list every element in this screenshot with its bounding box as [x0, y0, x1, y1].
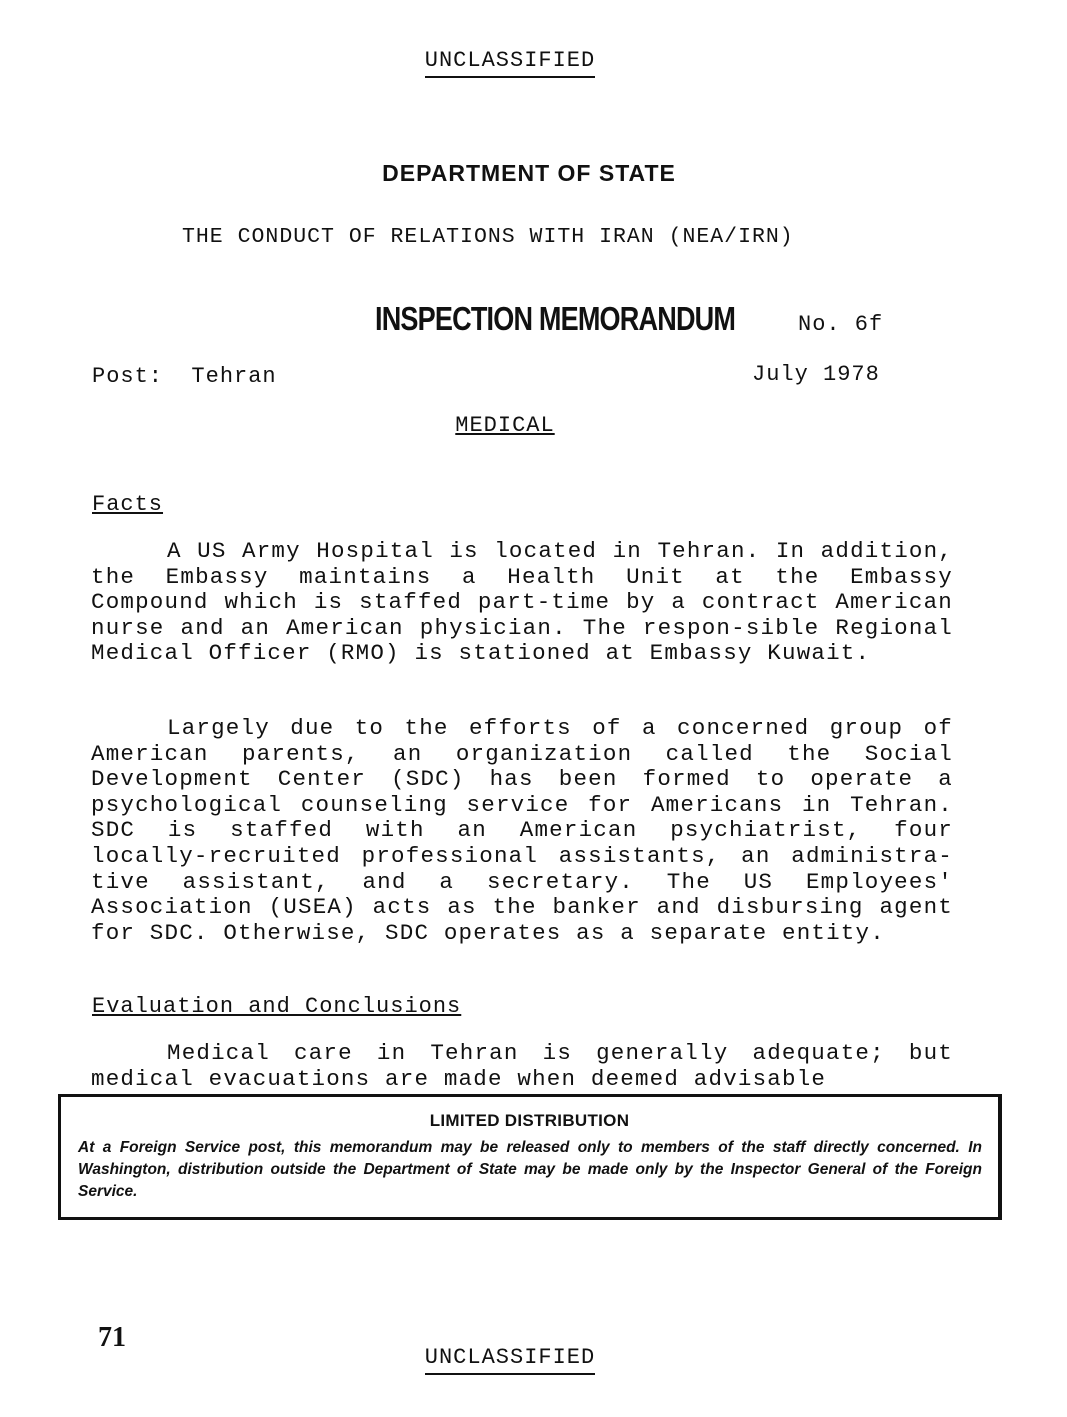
- memo-subject: THE CONDUCT OF RELATIONS WITH IRAN (NEA/IRN): [182, 225, 794, 249]
- evaluation-paragraph-text: Medical care in Tehran is generally adequate; but medical evacuations are made when deemed advisable: [91, 1040, 953, 1092]
- facts-heading: Facts: [92, 492, 164, 517]
- bottom-classification: [0, 1345, 1020, 1375]
- section-title: MEDICAL: [455, 413, 555, 438]
- post-value: Tehran: [191, 364, 277, 389]
- facts-paragraph-2: [91, 716, 953, 946]
- memo-date: July 1978: [752, 362, 880, 387]
- limited-distribution-notice: [58, 1094, 1002, 1220]
- facts-paragraph-1-text: A US Army Hospital is located in Tehran. In addition, the Embassy maintains a Health Unit at the Embassy Compound which is staffed part-time by a contract American nurse and an American physician. The respon-sible Regional Medical Officer (RMO) is stationed at Embassy Kuwait.: [91, 538, 953, 667]
- notice-text: At a Foreign Service post, this memorandum may be released only to members of the staff directly concerned. In Washington, distribution outside the Department of State may be made only by the Inspector General of the Foreign Service.: [78, 1139, 982, 1200]
- bottom-classification-text: UNCLASSIFIED: [425, 1345, 595, 1375]
- facts-paragraph-2-text: Largely due to the efforts of a concerned group of American parents, an organization called the Social Development Center (SDC) has been formed to operate a psychological counseling service for Americans in Tehran. SDC is staffed with an American psychiatrist, four locally-recruited professional assistants, an administra-tive assistant, and a secretary. The US Employees' Association (USEA) acts as the banker and disbursing agent for SDC. Otherwise, SDC operates as a separate entity.: [91, 715, 953, 946]
- top-classification-text: UNCLASSIFIED: [425, 48, 595, 78]
- post-label: Post:: [92, 364, 164, 389]
- memo-title: INSPECTION MEMORANDUM: [375, 300, 736, 337]
- evaluation-paragraph: [91, 1041, 953, 1092]
- post-line: [92, 364, 277, 389]
- top-classification: [0, 48, 1020, 78]
- memo-number: No. 6f: [798, 312, 884, 337]
- notice-title: LIMITED DISTRIBUTION: [429, 1111, 630, 1130]
- page-number: 71: [98, 1322, 126, 1353]
- department-title: DEPARTMENT OF STATE: [382, 160, 676, 186]
- evaluation-heading: Evaluation and Conclusions: [92, 994, 462, 1019]
- facts-paragraph-1: [91, 539, 953, 667]
